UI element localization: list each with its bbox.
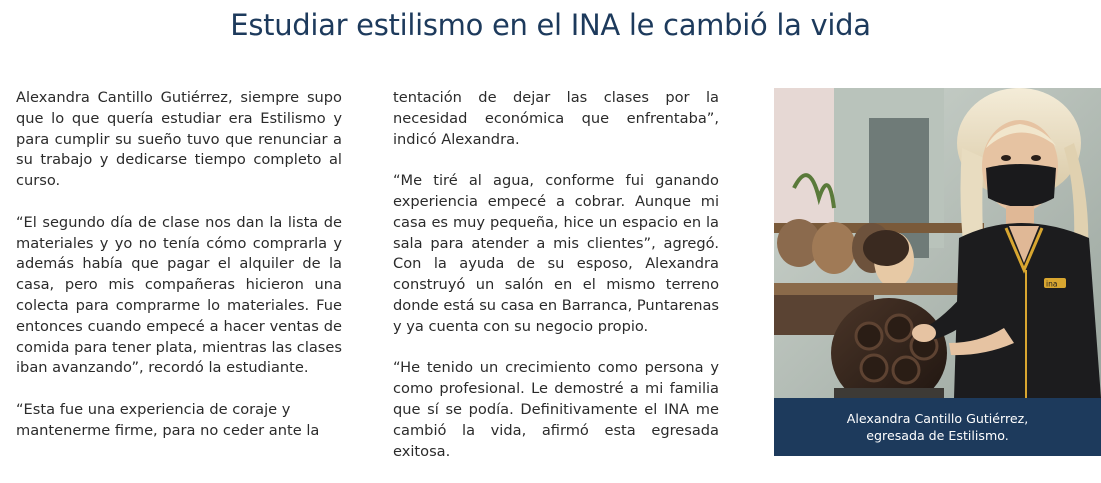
article-column-1	[16, 88, 342, 462]
paragraph: “Esta fue una experiencia de coraje y mantenerme firme, para no ceder ante la	[16, 400, 320, 439]
paragraph: “Me tiré al agua, conforme fui ganando experiencia empecé a cobrar. Aunque mi casa es muy pequeña, hice un espacio en la sala para atender a mis clientes”, agregó. Con la ayuda de su esposo, Alexandra construyó un salón en el mismo terreno donde está su casa en Barranca, Puntarenas y ya cuenta con su negocio propio.	[393, 172, 720, 335]
paragraph: “He tenido un crecimiento como persona y como profesional. Le demostré a mi familia que sí se podía. Definitivamente el INA me cambió la vida, afirmó esta egresada exitosa.	[393, 359, 719, 460]
student-photo	[774, 88, 1101, 398]
caption-line: Alexandra Cantillo Gutiérrez,	[846, 411, 1029, 426]
paragraph: tentación de dejar las clases por la necesidad económica que enfrentaba”, indicó Alexandra.	[393, 89, 719, 148]
uniform-logo: ina	[1046, 279, 1058, 289]
article-column-2	[393, 88, 719, 483]
paragraph: Alexandra Cantillo Gutiérrez, siempre supo que lo que quería estudiar era Estilismo y para cumplir su sueño tuvo que renunciar a su trabajo y dedicarse tiempo completo al curso.	[16, 89, 342, 190]
photo-caption	[774, 398, 1101, 456]
caption-line: egresada de Estilismo.	[866, 428, 1009, 443]
article-title: Estudiar estilismo en el INA le cambió la vida	[230, 8, 871, 42]
paragraph: “El segundo día de clase nos dan la lista de materiales y yo no tenía cómo comprarla y además había que pagar el alquiler de la casa, pero mis compañeras hicieron una colecta para comprarme lo materiales. Fue entonces cuando empecé a hacer ventas de comida para tener plata, mientras las clases iban avanzando”, recordó la estudiante.	[16, 213, 342, 377]
